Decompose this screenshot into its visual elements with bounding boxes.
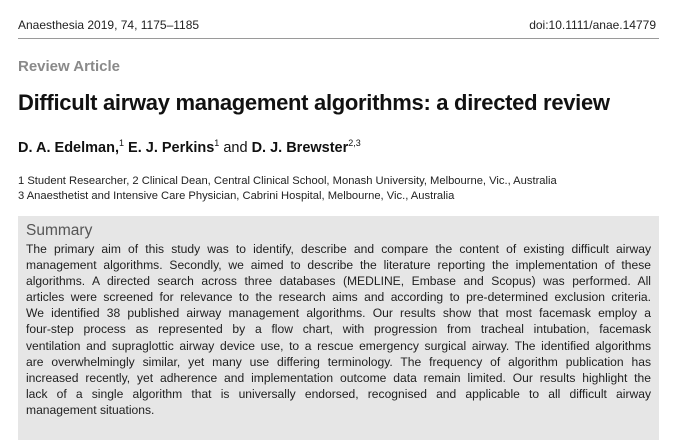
summary-line: algorithms. A directed search across three databases (MEDLINE, Embase and Scopus) was performed. All <box>26 274 651 289</box>
summary-line: management situations. <box>26 402 155 417</box>
author-affiliation-ref: 1 <box>214 138 220 148</box>
summary-line: ventilation and supraglottic airway device use, to a rescue emergency surgical airway. The identified algorithms <box>26 338 651 353</box>
summary-line: are overwhelmingly similar, yet many use differing terminology. The frequency of algorithm publication has <box>26 354 651 369</box>
affiliation: 1 Student Researcher, 2 Clinical Dean, Central Clinical School, Monash University, Melbourne, Vic., Australia <box>18 175 557 187</box>
header-rule <box>18 38 659 39</box>
summary-line: increased recently, yet adherence and implementation outcome data remain limited. Our results highlight the <box>26 370 651 385</box>
summary-box <box>18 216 659 440</box>
author-list <box>18 140 361 156</box>
author-joiner: and <box>223 140 248 156</box>
article-title: Difficult airway management algorithms: a directed review <box>18 90 610 115</box>
article-type: Review Article <box>18 58 120 75</box>
summary-line: four-step process as represented by a flow chart, with progression from tracheal intubation, facemask <box>26 322 651 337</box>
summary-line: We identified 38 published airway management algorithms. Our results show that most facemask employ a <box>26 306 651 321</box>
author-affiliation-ref: 2,3 <box>348 138 361 148</box>
journal-citation: Anaesthesia 2019, 74, 1175–1185 <box>18 18 200 32</box>
author-name: D. J. Brewster <box>251 140 349 156</box>
summary-line: The primary aim of this study was to identify, describe and compare the content of existing difficult airway <box>26 242 651 256</box>
affiliation: 3 Anaesthetist and Intensive Care Physician, Cabrini Hospital, Melbourne, Vic., Australia <box>18 190 455 202</box>
summary-line: articles were screened for relevance to the research aims and according to pre-determined exclusion criteria. <box>26 290 651 305</box>
author-affiliation-ref: 1 <box>118 138 124 148</box>
author-name: E. J. Perkins <box>128 140 215 156</box>
author-name: D. A. Edelman, <box>18 140 119 156</box>
summary-text <box>26 241 651 418</box>
summary-line: management algorithms. Secondly, we aimed to describe the literature reporting the implementation of these <box>26 258 651 273</box>
summary-heading: Summary <box>26 222 93 239</box>
journal-header <box>18 18 656 32</box>
summary-line: lack of a single algorithm that is universally endorsed, recognised and applicable to all difficult airway <box>26 386 651 401</box>
doi[interactable]: doi:10.1111/anae.14779 <box>529 18 656 32</box>
